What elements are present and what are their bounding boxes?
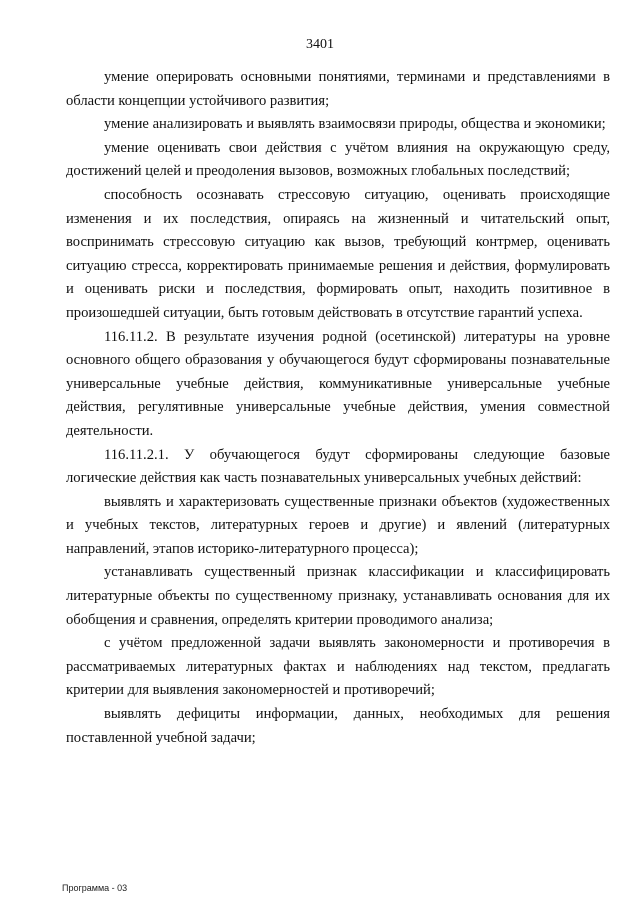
section-paragraph: 116.11.2. В результате изучения родной (осетинской) литературы на уровне основного общего образования у обучающегося будут сформированы познавательные универсальные учебные действия, коммуникативные универсальные учебные действия, регулятивные универсальные учебные действия, умения совместной деятельности.: [66, 328, 610, 439]
paragraph: умение оперировать основными понятиями, терминами и представлениями в области концепции устойчивого развития;: [66, 69, 610, 109]
section-paragraph: 116.11.2.1. У обучающегося будут сформированы следующие базовые логические действия как часть познавательных универсальных учебных действий:: [66, 446, 610, 487]
page-footer: Программа - 03: [62, 883, 128, 893]
document-body: [66, 66, 610, 750]
paragraph: с учётом предложенной задачи выявлять закономерности и противоречия в рассматриваемых литературных фактах и наблюдениях над текстом, предлагать критерии для выявления закономерностей и противоречий;: [66, 635, 610, 699]
paragraph: умение анализировать и выявлять взаимосвязи природы, общества и экономики;: [104, 116, 606, 133]
paragraph: выявлять дефициты информации, данных, необходимых для решения поставленной учебной задачи;: [66, 706, 610, 746]
page-number: 3401: [306, 37, 334, 52]
paragraph: способность осознавать стрессовую ситуацию, оценивать происходящие изменения и их последствия, опираясь на жизненный и читательский опыт, воспринимать стрессовую ситуацию как вызов, требующий контрмер, оценивать ситуацию стресса, корректировать принимаемые решения и действия, формулировать и оценивать риски и последствия, формировать опыт, находить позитивное в произошедшей ситуации, быть готовым действовать в отсутствие гарантий успеха.: [66, 186, 610, 321]
paragraph: умение оценивать свои действия с учётом влияния на окружающую среду, достижений целей и преодоления вызовов, возможных глобальных последствий;: [66, 139, 610, 180]
paragraph: выявлять и характеризовать существенные признаки объектов (художественных и учебных текстов, литературных героев и другие) и явлений (литературных направлений, этапов историко-литературного процесса);: [66, 493, 610, 557]
paragraph: устанавливать существенный признак классификации и классифицировать литературные объекты по существенному признаку, устанавливать основания для их обобщения и сравнения, определять критерии проводимого анализа;: [66, 564, 610, 628]
